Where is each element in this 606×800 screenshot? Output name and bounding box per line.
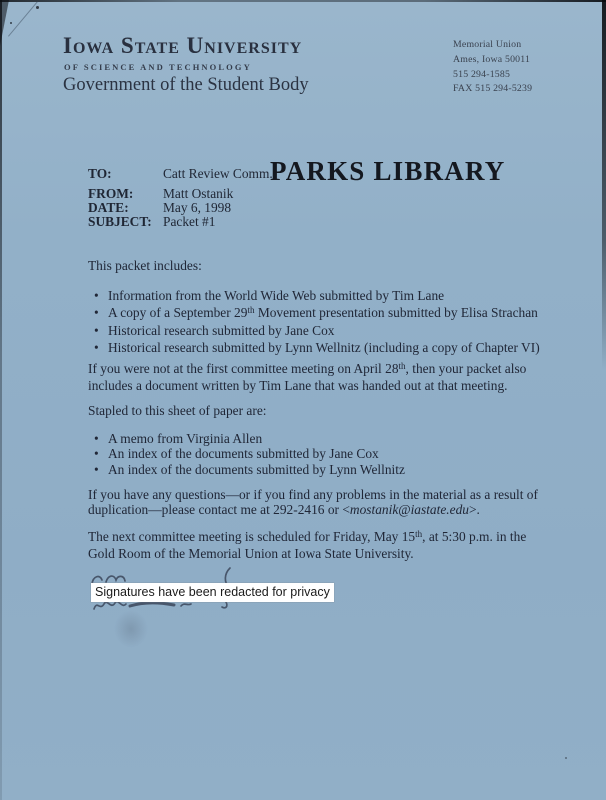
scan-speck (10, 22, 12, 24)
memo-label: SUBJECT: (88, 214, 152, 229)
paragraph-text: , at 5:30 p.m. in the Gold Room of the Memorial Union at Iowa State University. (88, 529, 527, 562)
paragraph-text: If you were not at the first committee meeting on April 28 (88, 361, 399, 376)
item-text: Movement presentation submitted by Elisa Strachan (254, 305, 538, 321)
memo-value: Matt Ostanik (163, 186, 234, 201)
packet-items-list (88, 288, 543, 357)
scan-edge-left (0, 0, 2, 800)
scan-speck (36, 6, 39, 9)
scan-corner-shadow (0, 0, 9, 46)
paragraph-text: The next committee meeting is scheduled for Friday, May 15 (88, 529, 416, 544)
list-item (88, 340, 543, 357)
paragraph-missed-meeting (88, 361, 543, 394)
memo-field-subject (88, 214, 215, 230)
item-text: Historical research submitted by Jane Cox (108, 322, 335, 338)
list-item: • An index of the documents submitted by Jane Cox (88, 446, 543, 461)
university-wordmark: Iowa State University (63, 33, 303, 58)
paragraph-text: >. (468, 502, 480, 518)
paper-crease (8, 1, 38, 37)
list-item: • An index of the documents submitted by Lynn Wellnitz (88, 462, 543, 477)
paragraph-text: , then your packet also includes a document written by Tim Lane that was handed out at that meeting. (88, 361, 527, 394)
address-line: 515 294-1585 (453, 68, 511, 80)
memo-value: Catt Review Comm. (163, 166, 273, 181)
list-item: • A memo from Virginia Allen (88, 431, 543, 446)
item-text: Historical research submitted by Lynn Wellnitz (including a copy of Chapter VI) (108, 339, 540, 355)
item-superscript: th (247, 305, 255, 316)
memo-field-to (88, 166, 273, 182)
address-line: FAX 515 294-5239 (453, 83, 533, 95)
paper-smudge (114, 610, 148, 648)
email-address: mostanik@iastate.edu (349, 502, 469, 518)
paragraph-superscript: th (398, 361, 406, 371)
parks-library-stamp: PARKS LIBRARY (270, 156, 506, 186)
stapled-intro: Stapled to this sheet of paper are: (88, 403, 267, 418)
organization-name: Government of the Student Body (63, 75, 309, 95)
scan-speck (565, 757, 567, 759)
memo-label: FROM: (88, 186, 134, 201)
university-tagline: OF SCIENCE AND TECHNOLOGY (64, 62, 252, 72)
memo-value: May 6, 1998 (163, 200, 232, 215)
stapled-items-list (88, 431, 543, 477)
paragraph-superscript: th (415, 529, 423, 539)
item-text: Information from the World Wide Web submitted by Tim Lane (108, 288, 445, 303)
paragraph-text: If you have any questions—or if you find any problems in the material as a result of duplication—please contact me at 292-2416 or < (88, 487, 538, 518)
scan-edge-top (0, 0, 606, 2)
memo-value: Packet #1 (163, 214, 216, 229)
packet-intro: This packet includes: (88, 258, 202, 273)
list-item (88, 305, 543, 322)
redaction-notice: Signatures have been redacted for privacy (91, 583, 334, 602)
paragraph-next-meeting (88, 529, 543, 562)
item-text: A copy of a September 29 (108, 305, 248, 321)
memo-label: DATE: (88, 200, 129, 215)
memo-label: TO: (88, 166, 112, 181)
list-item (88, 288, 543, 305)
address-line: Ames, Iowa 50011 (453, 53, 531, 65)
paragraph-contact (88, 487, 543, 518)
letterhead-address (453, 38, 532, 97)
address-line: Memorial Union (453, 39, 522, 50)
scan-edge-right (602, 0, 606, 370)
list-item (88, 323, 543, 340)
